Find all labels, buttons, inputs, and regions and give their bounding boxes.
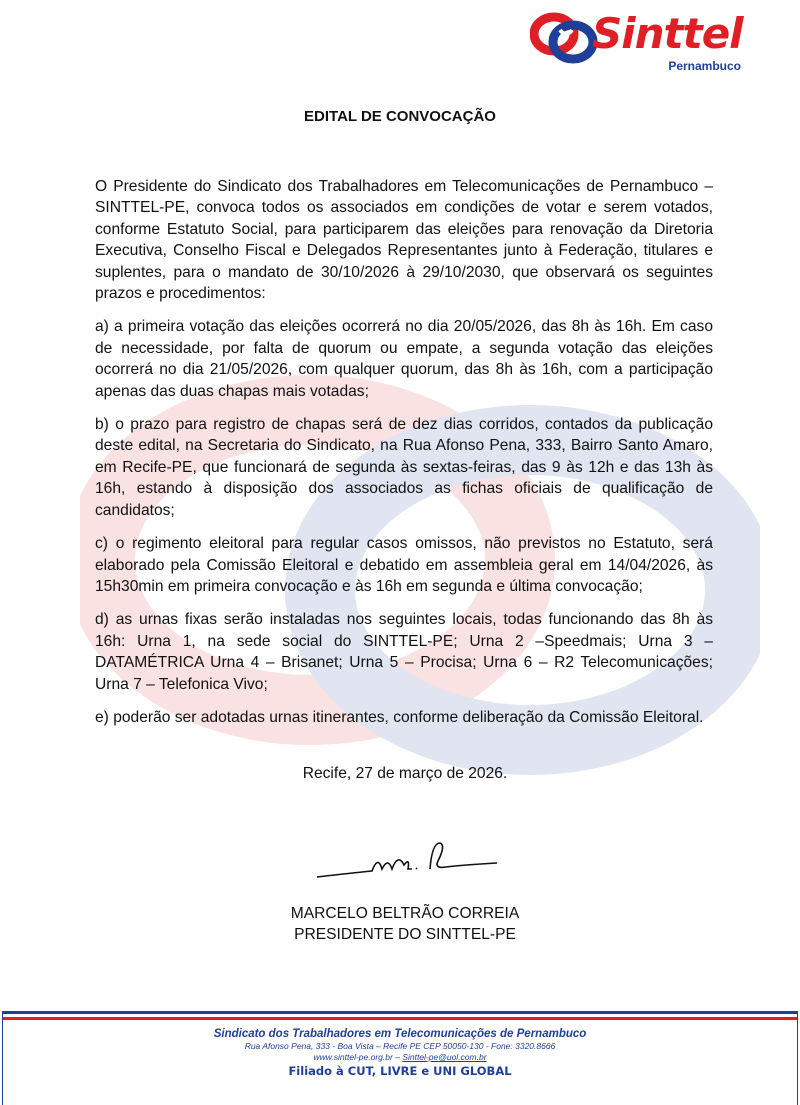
signer-block (0, 903, 800, 945)
logo-wordmark: Sinttel (592, 9, 743, 58)
sinttel-logo (530, 8, 745, 74)
footer-address: Rua Afonso Pena, 333 - Boa Vista – Recife PE CEP 50050-130 - Fone: 3320.8666 (244, 1041, 556, 1051)
handwritten-signature (312, 835, 502, 885)
item-b-paragraph: b) o prazo para registro de chapas será de dez dias corridos, contados da publicação deste edital, na Secretaria do Sindicato, na Rua Afonso Pena, 333, Bairro Santo Amaro, em Recife-PE, que funcionará de segunda às sextas-feiras, das 9 às 12h e das 13h às 16h, estando à disposição dos associados as fichas oficiais de qualificação de candidatos; (95, 416, 713, 519)
page-title: EDITAL DE CONVOCAÇÃO (304, 108, 496, 125)
item-a-paragraph: a) a primeira votação das eleições ocorrerá no dia 20/05/2026, das 8h às 16h. Em caso de necessidade, por falta de quorum ou empate, a segunda votação das eleições ocorrerá no dia 21/05/2026, com qualquer quorum, das 8h às 16h, com a participação apenas das duas chapas mais votadas; (95, 318, 713, 400)
footer-red-rule (3, 1017, 797, 1020)
item-e-paragraph: e) poderão ser adotadas urnas itinerantes, conforme deliberação da Comissão Eleitoral. (95, 708, 704, 726)
footer-separator: – (395, 1052, 400, 1062)
footer-website[interactable]: www.sinttel-pe.org.br (313, 1052, 393, 1062)
document-body (95, 176, 713, 740)
signer-name: MARCELO BELTRÃO CORREIA (290, 905, 520, 922)
intro-paragraph: O Presidente do Sindicato dos Trabalhadores em Telecomunicações de Pernambuco – SINTTEL-PE, convoca todos os associados em condições de votar e serem votados, conforme Estatuto Social, para participarem das eleições para renovação da Diretoria Executiva, Conselho Fiscal e Delegados Representantes junto à Federação, titulares e suplentes, para o mandato de 30/10/2026 à 29/10/2030, que observará os seguintes prazos e procedimentos: (95, 178, 713, 303)
footer-email-link[interactable]: Sinttel-pe@uol.com.br (402, 1052, 487, 1062)
signer-title: PRESIDENTE DO SINTTEL-PE (294, 926, 516, 943)
footer-contacts (3, 1052, 797, 1063)
footer (2, 1011, 798, 1105)
footer-affiliation: Filiado à CUT, LIVRE e UNI GLOBAL (288, 1064, 512, 1078)
item-c-paragraph: c) o regimento eleitoral para regular casos omissos, não previstos no Estatuto, será elaborado pela Comissão Eleitoral e debatido em assembleia geral em 14/04/2026, às 15h30min em primeira convocação e às 16h em segunda e última convocação; (95, 535, 713, 595)
item-d-paragraph: d) as urnas fixas serão instaladas nos seguintes locais, todas funcionando das 8h às 16h: Urna 1, na sede social do SINTTEL-PE; Urna 2 –Speedmais; Urna 3 – DATAMÉTRICA Urna 4 – Brisanet; Urna 5 – Procisa; Urna 6 – R2 Telecomunicações; Urna 7 – Telefonica Vivo; (95, 611, 713, 693)
footer-org-name: Sindicato dos Trabalhadores em Telecomunicações de Pernambuco (213, 1028, 587, 1040)
logo-region: Pernambuco (668, 59, 741, 73)
footer-content (3, 1027, 797, 1079)
date-line: Recife, 27 de março de 2026. (302, 765, 508, 782)
logo-swirl-icon (530, 8, 600, 68)
